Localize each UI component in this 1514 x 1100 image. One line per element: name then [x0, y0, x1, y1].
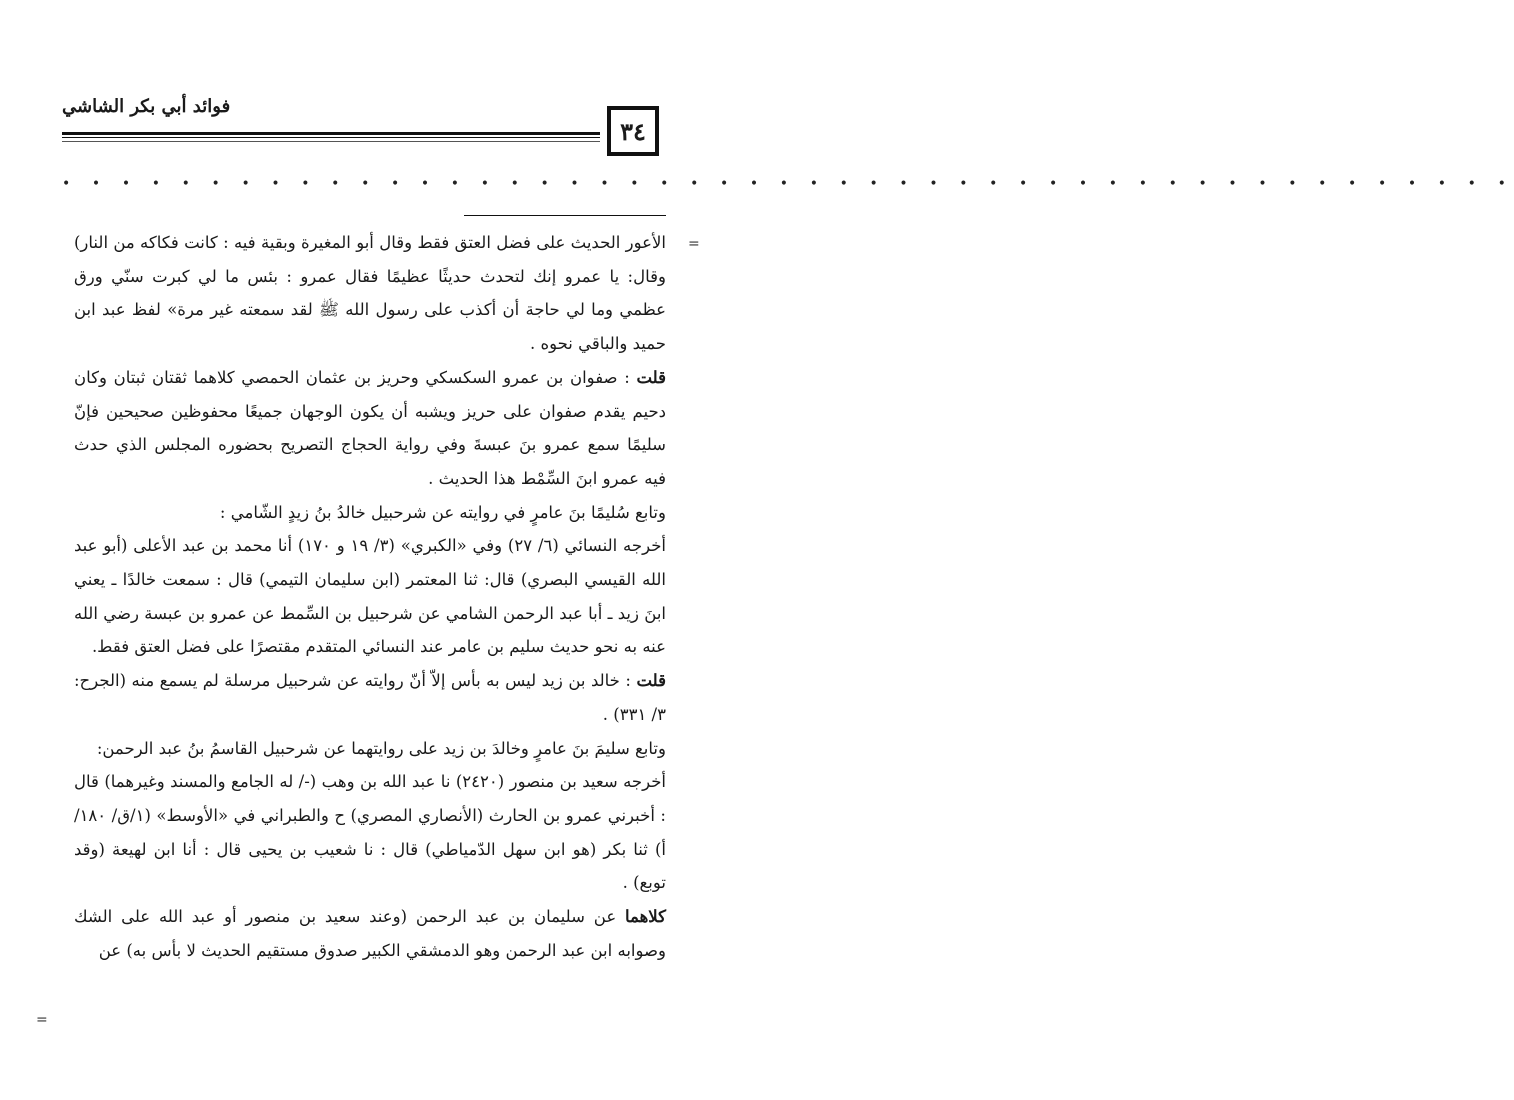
paragraph-text: عن سليمان بن عبد الرحمن (وعند سعيد بن منصور أو عبد الله على الشك وصوابه ابن عبد الرحمن وهو الدمشقي الكبير صدوق مستقيم الحديث لا بأس به) عن [74, 907, 666, 960]
paragraph-text: : صفوان بن عمرو السكسكي وحريز بن عثمان الحمصي كلاهما ثقتان ثبتان وكان دحيم يقدم صفوان على حريز ويشبه أن يكون الوجهان جميعًا محفوظين صحيحين فإنّ سليمًا سمع عمرو بنَ عبسةَ وفي رواية الحجاج التصريح بحضوره المجلس الذي حدث فيه عمرو ابنَ السِّمْط هذا الحديث . [74, 367, 666, 488]
paragraph [74, 496, 666, 530]
paragraph-lead: قلت [636, 367, 666, 387]
paragraph-text: : خالد بن زيد ليس به بأس إلاّ أنّ روايته عن شرحبيل مرسلة لم يسمع منه (الجرح: ٣/ ٣٣١) . [74, 671, 666, 724]
paragraph [74, 226, 666, 361]
body-text [74, 226, 666, 967]
paragraph-text: أخرجه سعيد بن منصور (٢٤٢٠) نا عبد الله بن وهب (-/ له الجامع والمسند وغيرهما) قال : أخبرني عمرو بن الحارث (الأنصاري المصري) ح والطبراني في «الأوسط» (١/ق/ ١٨٠/أ) ثنا بكر (هو ابن سهل الدّمياطي) قال : نا شعيب بن يحيى قال : أنا ابن لهيعة (وقد توبع) . [74, 772, 666, 893]
paragraph-text: الأعور الحديث على فضل العتق فقط وقال أبو المغيرة وبقية فيه : كانت فكاكه من النار) وقال: يا عمرو إنك لتحدث حديثًا عظيمًا فقال عمرو : بئس ما لي كبرت سنّي ورق عظمي وما لي حاجة أن أكذب على رسول الله ﷺ لقد سمعته غير مرة» لفظ عبد ابن حميد والباقي نحوه . [74, 233, 666, 354]
paragraph-lead: كلاهما [625, 907, 666, 927]
page-number-box [607, 106, 659, 156]
header-rule-thin-second [62, 141, 600, 142]
paragraph [74, 529, 666, 664]
dotted-separator: • • • • • • • • • • • • • • • • • • • • • • • • • • • • • • • • • • • • • • • • • • • • • • • • • [62, 176, 1514, 192]
section-rule [464, 215, 666, 216]
paragraph-lead: قلت [636, 671, 666, 691]
paragraph [74, 361, 666, 496]
paragraph-text: أخرجه النسائي (٦/ ٢٧) وفي «الكبري» (٣/ ١٩ و ١٧٠) أنا محمد بن عبد الأعلى (أبو عبد الله القيسي البصري) قال: ثنا المعتمر (ابن سليمان التيمي) قال : سمعت خالدًا ـ يعني ابنَ زيد ـ أبا عبد الرحمن الشامي عن شرحبيل بن السِّمط عن عمرو بن عبسة رضي الله عنه به نحو حديث سليم بن عامر عند النسائي المتقدم مقتصرًا على فضل العتق فقط. [74, 536, 666, 657]
margin-mark-top: = [688, 236, 700, 252]
paragraph-text: وتابع سُليمًا بنَ عامرٍ في روايته عن شرحبيل خالدُ بنُ زيدٍ الشّامي : [219, 502, 666, 522]
header-rule-thick [62, 132, 600, 135]
margin-mark-bottom: = [36, 1012, 48, 1028]
paragraph [74, 664, 666, 731]
book-title: فوائد أبي بكر الشاشي [62, 96, 231, 117]
page-number: ٣٤ [620, 116, 646, 146]
header-rule-thin [62, 137, 600, 138]
paragraph [74, 765, 666, 900]
paragraph-text: وتابع سليمَ بنَ عامرٍ وخالدَ بن زيد على روايتهما عن شرحبيل القاسمُ بنُ عبد الرحمن: [96, 738, 666, 758]
paragraph [74, 732, 666, 766]
paragraph [74, 900, 666, 967]
